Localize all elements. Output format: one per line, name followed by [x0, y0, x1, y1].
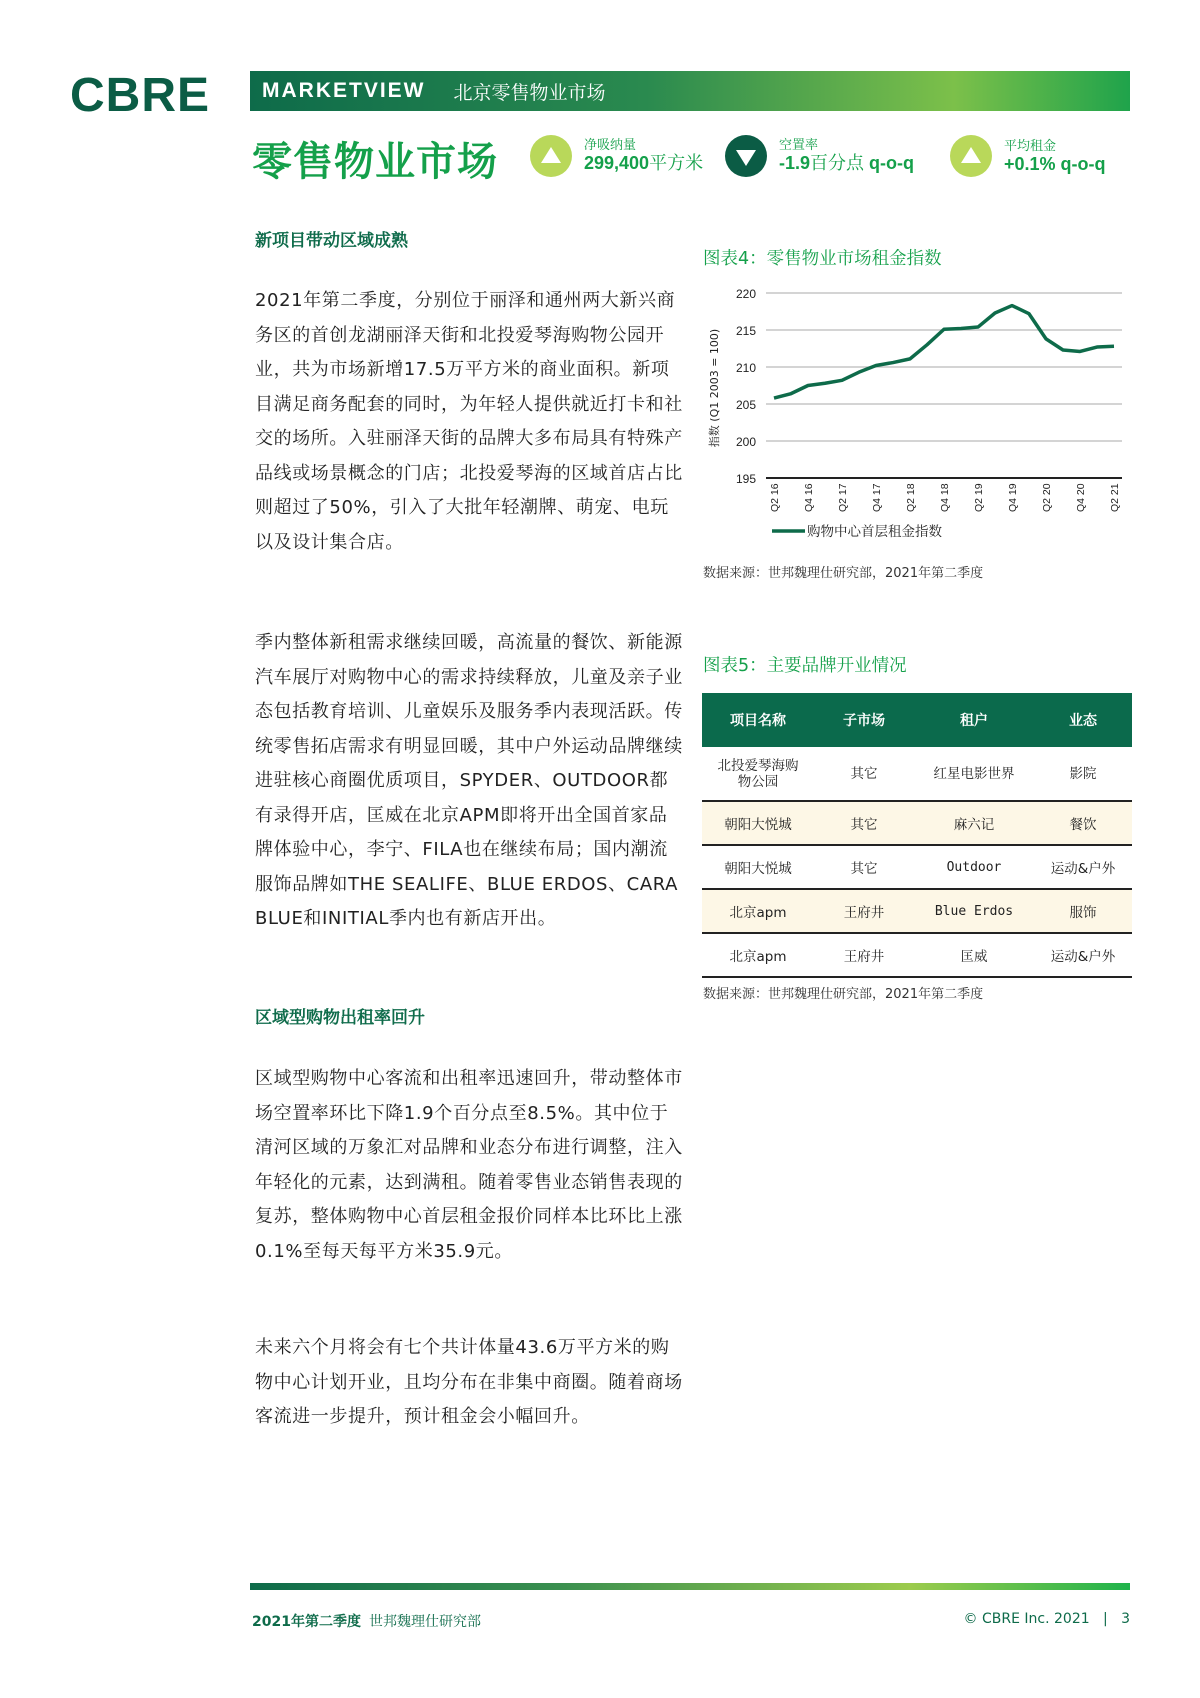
- kpi-value: -1.9: [779, 153, 811, 173]
- table-row: [702, 801, 1132, 845]
- triangle-up-icon: [950, 135, 992, 177]
- y-axis-label: 指数 (Q1 2003 = 100): [708, 328, 721, 448]
- table-cell: 麻六记: [914, 801, 1034, 845]
- kpi-value: 299,400: [584, 153, 650, 173]
- figure5-title: 图表5：主要品牌开业情况: [703, 656, 907, 676]
- table-row: [702, 845, 1132, 889]
- banner-label: MARKETVIEW: [262, 79, 426, 102]
- table-cell: 餐饮: [1034, 801, 1132, 845]
- y-tick-label: 200: [735, 435, 756, 449]
- banner-subtitle: 北京零售物业市场: [453, 81, 606, 104]
- kpi-suffix: q-o-q: [1055, 153, 1106, 174]
- figure4-title: 图表4：零售物业市场租金指数: [703, 249, 942, 269]
- table-cell: 朝阳大悦城: [702, 845, 814, 889]
- paragraph-2: 季内整体新租需求继续回暖，高流量的餐饮、新能源汽车展厅对购物中心的需求持续释放，儿童及亲子业态包括教育培训、儿童娱乐及服务季内表现活跃。传统零售拓店需求有明显回暖，其中户外运动品牌继续进驻核心商圈优质项目，SPYDER、OUTDOOR都有录得开店，匡威在北京APM即将开出全国首家品牌体验中心，李宁、FILA也在继续布局；国内潮流服饰品牌如THE SEALIFE、BLUE ERDOS、CARA BLUE和INITIAL季内也有新店开出。: [255, 632, 683, 929]
- kpi-label: 平均租金: [1004, 138, 1057, 154]
- y-tick-label: 215: [735, 324, 756, 338]
- kpi-label: 净吸纳量: [584, 138, 637, 153]
- x-tick-label: Q2 18: [905, 483, 917, 512]
- table-cell: Blue Erdos: [914, 889, 1034, 933]
- table-cell: 服饰: [1034, 889, 1132, 933]
- kpi-value: +0.1%: [1004, 153, 1056, 174]
- kpi-suffix: q-o-q: [864, 153, 915, 173]
- footer-right: [964, 1611, 1130, 1627]
- x-tick-label: Q4 17: [871, 483, 883, 512]
- column-header: 租户: [914, 693, 1034, 747]
- table-cell: 朝阳大悦城: [702, 801, 814, 845]
- y-tick-label: 210: [735, 361, 756, 375]
- kpi-unit: 平方米: [649, 153, 704, 174]
- x-tick-label: Q4 16: [803, 483, 815, 512]
- triangle-down-icon: [725, 135, 767, 177]
- cell-line: 北投爱琴海购: [717, 757, 799, 774]
- page-title: 零售物业市场: [252, 139, 498, 185]
- column-header: 子市场: [814, 693, 914, 747]
- table-cell: 北京apm: [702, 933, 814, 977]
- x-tick-label: Q2 17: [837, 483, 849, 512]
- table-cell: 其它: [814, 747, 914, 801]
- footer-separator: |: [1103, 1611, 1108, 1627]
- table-cell: 北京apm: [702, 889, 814, 933]
- table-cell: 运动&户外: [1034, 933, 1132, 977]
- table-cell: [702, 747, 814, 801]
- y-tick-label: 195: [735, 472, 756, 486]
- kpi-vacancy: [725, 135, 914, 177]
- table-row: [702, 933, 1132, 977]
- x-tick-label: Q2 20: [1041, 483, 1053, 512]
- line-chart: [700, 280, 1150, 550]
- kpi-unit: 百分点: [810, 153, 865, 174]
- table-row: [702, 889, 1132, 933]
- table-cell: 红星电影世界: [914, 747, 1034, 801]
- kpi-label: 空置率: [779, 138, 819, 153]
- x-tick-label: Q4 20: [1075, 483, 1087, 512]
- footer-gradient-bar: [250, 1583, 1130, 1590]
- table-cell: Outdoor: [914, 845, 1034, 889]
- table-cell: 其它: [814, 845, 914, 889]
- figure5-source: 数据来源：世邦魏理仕研究部，2021年第二季度: [703, 987, 984, 1002]
- column-header: 项目名称: [702, 693, 814, 747]
- x-tick-label: Q2 16: [769, 483, 781, 512]
- section-heading-new-projects: 新项目带动区域成熟: [255, 231, 408, 251]
- y-tick-label: 205: [735, 398, 756, 412]
- footer-period: 2021年第二季度: [252, 1614, 361, 1630]
- kpi-net-absorption: [530, 135, 703, 177]
- cell-line: 物公园: [737, 773, 779, 790]
- footer-dept: 世邦魏理仕研究部: [368, 1614, 481, 1630]
- figure4-source: 数据来源：世邦魏理仕研究部，2021年第二季度: [703, 566, 984, 581]
- triangle-up-icon: [530, 135, 572, 177]
- paragraph-3: 区域型购物中心客流和出租率迅速回升，带动整体市场空置率环比下降1.9个百分点至8.5%。其中位于清河区域的万象汇对品牌和业态分布进行调整，注入年轻化的元素，达到满租。随着零售业态销售表现的复苏，整体购物中心首层租金报价同样本比环比上涨0.1%至每天每平方米35.9元。: [255, 1068, 683, 1262]
- table-cell: 其它: [814, 801, 914, 845]
- x-tick-label: Q4 18: [939, 483, 951, 512]
- table-cell: 王府井: [814, 933, 914, 977]
- y-tick-label: 220: [735, 287, 756, 301]
- footer-copyright: © CBRE Inc. 2021: [963, 1611, 1090, 1627]
- column-header: 业态: [1034, 693, 1132, 747]
- table-cell: 匡威: [914, 933, 1034, 977]
- x-tick-label: Q2 19: [973, 483, 985, 512]
- brand-openings-table: [702, 693, 1132, 978]
- kpi-average-rent: [950, 135, 1106, 177]
- paragraph-1: 2021年第二季度，分别位于丽泽和通州两大新兴商务区的首创龙湖丽泽天街和北投爱琴海购物公园开业，共为市场新增17.5万平方米的商业面积。新项目满足商务配套的同时，为年轻人提供就近打卡和社交的场所。入驻丽泽天街的品牌大多布局具有特殊产品线或场景概念的门店；北投爱琴海的区域首店占比则超过了50%，引入了大批年轻潮牌、萌宠、电玩以及设计集合店。: [255, 290, 683, 553]
- cbre-logo: CBRE: [70, 69, 211, 122]
- page-number: 3: [1121, 1611, 1130, 1627]
- table-cell: 王府井: [814, 889, 914, 933]
- footer-left: [252, 1611, 481, 1631]
- section-heading-regional-malls: 区域型购物出租率回升: [255, 1008, 425, 1028]
- x-tick-label: Q2 21: [1109, 483, 1121, 512]
- table-cell: 影院: [1034, 747, 1132, 801]
- rent-index-chart: [700, 280, 1150, 550]
- table-row: [702, 747, 1132, 801]
- marketview-banner: [250, 71, 1130, 111]
- legend-label: 购物中心首层租金指数: [807, 524, 942, 540]
- x-tick-label: Q4 19: [1007, 483, 1019, 512]
- rent-index-line: [774, 306, 1114, 399]
- paragraph-4: 未来六个月将会有七个共计体量43.6万平方米的购物中心计划开业，且均分布在非集中商圈。随着商场客流进一步提升，预计租金会小幅回升。: [255, 1337, 683, 1427]
- table-cell: 运动&户外: [1034, 845, 1132, 889]
